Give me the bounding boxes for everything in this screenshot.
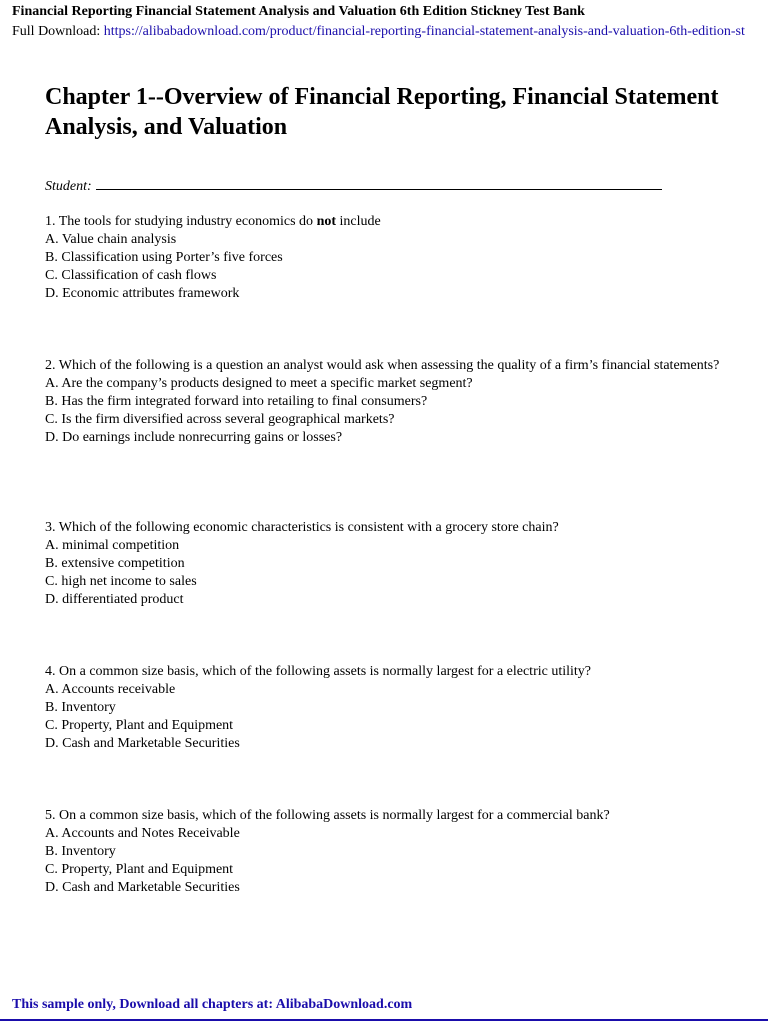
question-2-option-b: B. Has the firm integrated forward into retailing to final consumers?: [45, 394, 428, 409]
question-5-option-b: B. Inventory: [45, 844, 116, 859]
student-name-line: [45, 176, 662, 195]
full-download-line: [12, 24, 745, 40]
document-header-title: Financial Reporting Financial Statement Analysis and Valuation 6th Edition Stickney Test Bank: [12, 4, 585, 19]
question-2: [45, 357, 735, 447]
student-name-blank[interactable]: [96, 176, 662, 190]
question-1-stem: [45, 213, 735, 231]
question-3-option-a: A. minimal competition: [45, 538, 180, 553]
question-5: [45, 807, 735, 897]
question-4: [45, 663, 735, 753]
full-download-label: Full Download:: [12, 24, 104, 39]
question-2-option-a: A. Are the company’s products designed to meet a specific market segment?: [45, 376, 473, 391]
question-2-stem: 2. Which of the following is a question an analyst would ask when assessing the quality of a firm’s financial statements?: [45, 358, 720, 373]
question-5-option-d: D. Cash and Marketable Securities: [45, 880, 240, 895]
full-download-link[interactable]: https://alibabadownload.com/product/financial-reporting-financial-statement-analysis-and-valuation-6th-edition-st: [103, 24, 745, 39]
question-5-option-a: A. Accounts and Notes Receivable: [45, 826, 240, 841]
question-1-option-a: A. Value chain analysis: [45, 232, 177, 247]
question-4-option-b: B. Inventory: [45, 700, 116, 715]
question-3-stem: 3. Which of the following economic characteristics is consistent with a grocery store chain?: [45, 520, 559, 535]
question-4-option-a: A. Accounts receivable: [45, 682, 176, 697]
question-1-stem-emphasis: not: [316, 214, 337, 229]
question-2-option-d: D. Do earnings include nonrecurring gains or losses?: [45, 430, 343, 445]
question-3-option-d: D. differentiated product: [45, 592, 184, 607]
download-all-chapters-footer[interactable]: This sample only, Download all chapters at: AlibabaDownload.com: [12, 997, 413, 1012]
question-2-option-c: C. Is the firm diversified across several geographical markets?: [45, 412, 395, 427]
student-label: Student:: [45, 179, 92, 194]
question-1-option-c: C. Classification of cash flows: [45, 268, 217, 283]
chapter-title: Chapter 1--Overview of Financial Reporting, Financial Statement Analysis, and Valuation: [45, 84, 719, 140]
question-3-option-c: C. high net income to sales: [45, 574, 197, 589]
footer-divider: [0, 1019, 768, 1021]
question-4-option-d: D. Cash and Marketable Securities: [45, 736, 240, 751]
question-3: [45, 519, 735, 609]
question-5-option-c: C. Property, Plant and Equipment: [45, 862, 234, 877]
question-5-stem: 5. On a common size basis, which of the following assets is normally largest for a commercial bank?: [45, 808, 610, 823]
question-1: [45, 213, 735, 303]
question-4-stem: 4. On a common size basis, which of the following assets is normally largest for a electric utility?: [45, 664, 591, 679]
question-3-option-b: B. extensive competition: [45, 556, 185, 571]
question-1-stem-start: 1. The tools for studying industry economics do: [45, 214, 317, 229]
question-1-stem-end: include: [336, 214, 381, 229]
question-4-option-c: C. Property, Plant and Equipment: [45, 718, 234, 733]
question-1-option-b: B. Classification using Porter’s five forces: [45, 250, 283, 265]
question-1-option-d: D. Economic attributes framework: [45, 286, 240, 301]
